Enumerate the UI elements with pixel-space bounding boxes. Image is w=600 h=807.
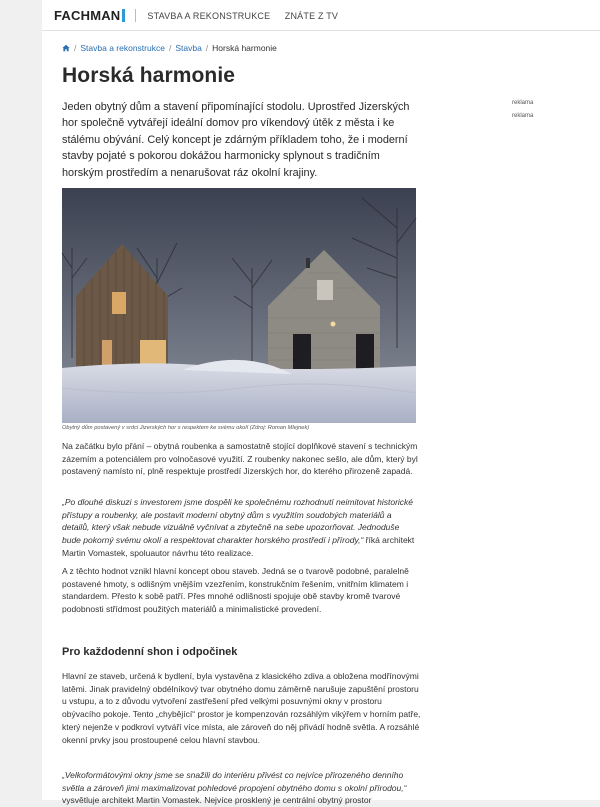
breadcrumb-current: Horská harmonie <box>212 43 277 53</box>
article-title: Horská harmonie <box>62 64 236 87</box>
logo-text: FACHMAN <box>54 7 121 23</box>
quote-text: „Po dlouhé diskuzi s investorem jsme dospěli ke společnému rozhodnutí neimitovat historické přístupy a roubenky, ale postavit moderní obytný dům s využitím soudobých materiálů a detailů, který však nebude vizuálně vyčnívat a zbytečně na sebe upozorňovat. Jednoduše bude pokorný svému okolí a respektovat charakter horského prostředí i přírody,“ <box>62 497 414 546</box>
breadcrumb-link-stavba[interactable]: Stavba <box>175 43 202 53</box>
article-paragraph: Na začátku bylo přání – obytná roubenka a samostatně stojící doplňkové stavení s technickým zázemím a potenciálem pro volnočasové využití. Z roubenky nakonec sešlo, ale dům, který byl postavený namísto ní, plně respektuje prostředí Jizerských hor, do kterého přirozeně zapadá. <box>62 441 418 477</box>
breadcrumb <box>62 43 277 53</box>
nav-link-stavba[interactable]: STAVBA A REKONSTRUKCE <box>147 11 271 21</box>
page <box>42 0 600 806</box>
home-icon[interactable] <box>62 44 70 52</box>
breadcrumb-separator: / <box>168 43 172 53</box>
breadcrumb-separator: / <box>205 43 209 53</box>
article-paragraph: Hlavní ze staveb, určená k bydlení, byla vystavěna z klasického zdiva a obložena modřínovými latěmi. Jinak pravidelný obdélníkový tvar obytného domu záměrně narušuje zapuštění prostoru u vstupu, a to z důvodu vytvoření zastřešení před velkými posuvnými okny v prostoru obývacího pokoje. Tento „chybějící“ prostor je kompenzován rozsáhlým vikýřem v horním patře, který nejenže v podkroví vytváří více místa, ale zároveň do něj přivádí hodně světla. A rozsáhlé okenní prvky jsou prostoupené celou hlavní stavbou. <box>62 671 421 745</box>
quote-attribution: říká architekt Martin Vomastek, spoluautor návrhu této realizace. <box>62 535 415 558</box>
breadcrumb-separator: / <box>74 43 77 53</box>
houses-in-snow-image <box>62 188 416 423</box>
article-quote <box>62 769 417 807</box>
nav-link-znate-z-tv[interactable]: ZNÁTE Z TV <box>284 11 339 21</box>
quote-attribution: vysvětluje architekt Martin Vomastek. Nejvíce prosklený je centrální obytný prostor <box>62 795 372 806</box>
article-paragraph: A z těchto hodnot vznikl hlavní koncept obou staveb. Jedná se o tvarově podobné, paralelně postavené hmoty, s odlišným vnějším vzezřením, konstrukčním řešením, vnitřním klimatem i standardem. Přesto k sobě patří. Přes mnohé odlišnosti spojuje obě stavby kromě tvarové podobnosti střídmost použitých materiálů a minimalistické provedení. <box>62 566 409 615</box>
section-heading: Pro každodenní shon i odpočinek <box>62 646 238 658</box>
ad-label[interactable]: reklama <box>512 113 534 119</box>
site-logo[interactable] <box>54 8 125 23</box>
top-bar <box>42 0 600 31</box>
breadcrumb-link-stavba-a-rekonstrukce[interactable]: Stavba a rekonstrukce <box>80 43 165 53</box>
image-caption: Obytný dům postavený v srdci Jizerských hor s respektem ke svému okolí (Zdroj: Roman Mlejnek) <box>62 425 310 431</box>
nav-divider <box>135 9 136 22</box>
article-lead: Jeden obytný dům a stavení připomínající stodolu. Uprostřed Jizerských hor společně vytvářejí ideální domov pro víkendový útěk z města i ke stálému obývání. Celý koncept je zdárným příkladem toho, že i moderní stavby pojaté s pokorou dokážou harmonicky splynout s tradičním horským prostředím a nenarušovat ráz okolní krajiny. <box>62 101 410 179</box>
ad-label: reklama <box>512 100 534 106</box>
article-quote <box>62 496 417 560</box>
article-photo[interactable] <box>62 188 416 423</box>
quote-text: „Velkoformátovými okny jsme se snažili do interiéru přivést co nejvíce přirozeného denního světla a zároveň jimi maximalizovat pohledové propojení obytného domu s okolní přírodou,“ <box>62 770 407 793</box>
main-nav <box>147 6 348 24</box>
logo-mark <box>122 9 125 22</box>
